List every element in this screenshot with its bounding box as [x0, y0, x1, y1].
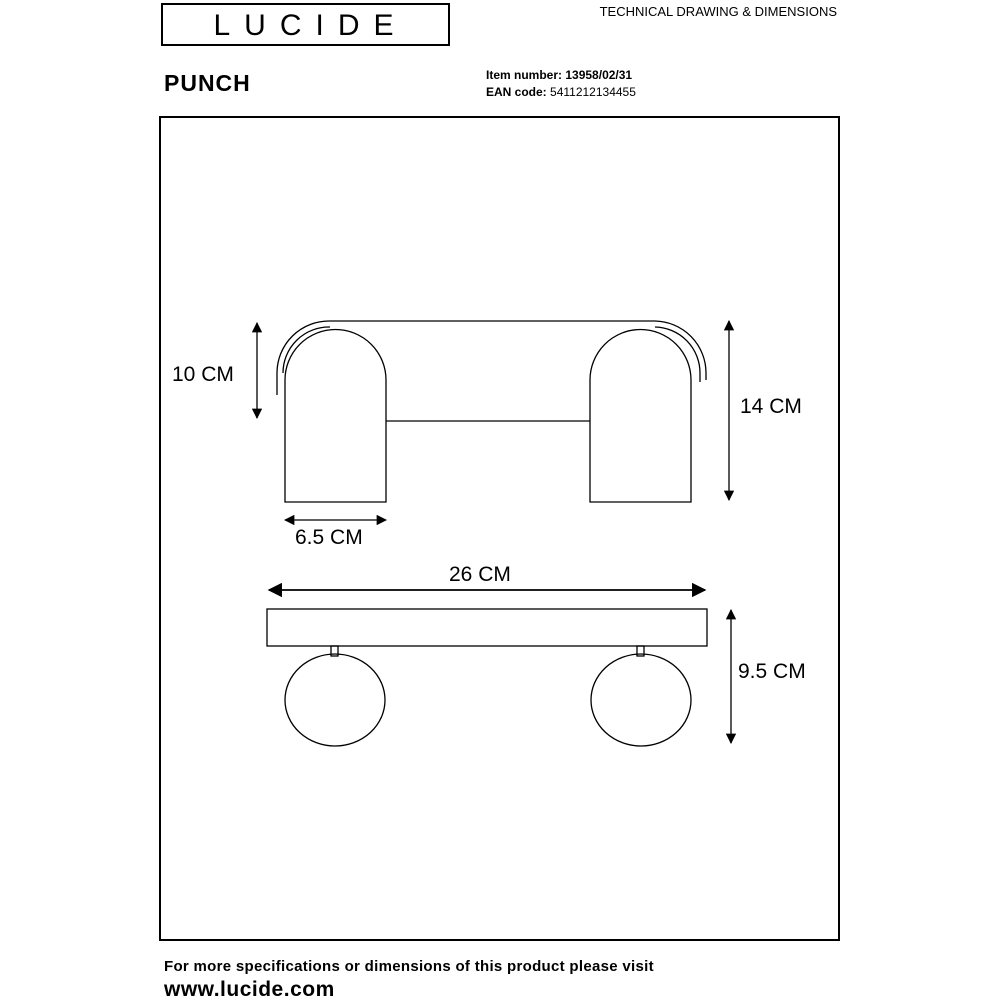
front-view-right-head	[590, 329, 691, 502]
ean-code-value: 5411212134455	[550, 85, 636, 99]
product-name: PUNCH	[164, 70, 251, 96]
top-view-right-head	[591, 654, 691, 746]
ean-code-label: EAN code:	[486, 85, 547, 99]
dim-label-head-width: 6.5 CM	[295, 526, 363, 549]
top-view-bar	[267, 609, 707, 646]
item-number-value: 13958/02/31	[565, 68, 633, 82]
document-heading: TECHNICAL DRAWING & DIMENSIONS	[599, 4, 837, 19]
top-view-left-head	[285, 654, 385, 746]
brand-logo-text: LUCIDE	[213, 9, 408, 42]
dim-label-total-length: 26 CM	[449, 563, 511, 586]
dim-label-depth: 9.5 CM	[738, 660, 806, 683]
footer-website-link[interactable]: www.lucide.com	[164, 978, 335, 1001]
dim-label-total-height: 14 CM	[740, 395, 802, 418]
dim-label-head-height: 10 CM	[172, 363, 234, 386]
item-number-label: Item number:	[486, 68, 563, 82]
front-view-left-head	[285, 329, 386, 502]
footer-note: For more specifications or dimensions of this product please visit	[164, 958, 654, 975]
